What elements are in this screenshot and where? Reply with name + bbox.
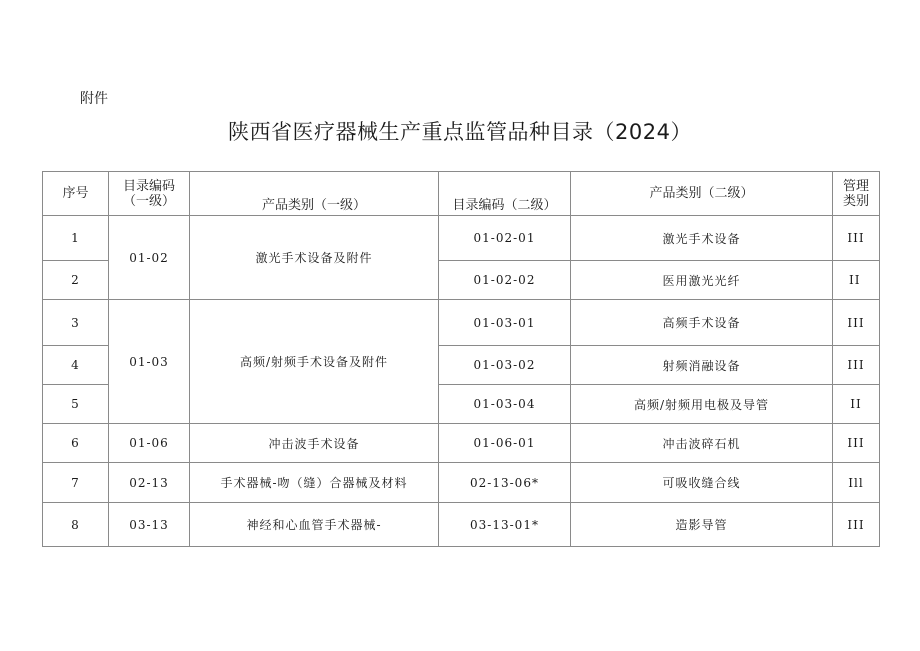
- group-cat1: 神经和心血管手术器械-: [190, 503, 439, 547]
- row-seq: 1: [43, 216, 109, 261]
- group-code1: 02-13: [109, 463, 190, 503]
- row-grade: III: [833, 503, 880, 547]
- document-title: 陕西省医疗器械生产重点监管品种目录（2024）: [228, 120, 692, 144]
- row-grade: III: [833, 424, 880, 463]
- header-code2: 目录编码（二级）: [439, 172, 571, 216]
- row-code2: 01-03-04: [439, 385, 571, 424]
- table-row: [43, 463, 880, 503]
- row-cat2: 激光手术设备: [571, 216, 833, 261]
- header-grade-line1: 管理: [842, 178, 869, 194]
- row-code2: 02-13-06*: [439, 463, 571, 503]
- row-grade: II: [833, 385, 880, 424]
- row-code2: 01-02-02: [439, 261, 571, 300]
- row-grade: Ill: [833, 463, 880, 503]
- group-code1: 03-13: [109, 503, 190, 547]
- group-code1: 01-03: [109, 300, 190, 424]
- group-cat1: 高频/射频手术设备及附件: [190, 300, 439, 424]
- group-code1: 01-02: [109, 216, 190, 300]
- row-seq: 8: [43, 503, 109, 547]
- group-cat1: 冲击波手术设备: [190, 424, 439, 463]
- header-code1-line1: 目录编码: [122, 178, 175, 194]
- row-seq: 3: [43, 300, 109, 346]
- header-cat1: 产品类别（一级）: [190, 172, 439, 216]
- row-grade: III: [833, 300, 880, 346]
- row-cat2: 高频/射频用电极及导管: [571, 385, 833, 424]
- row-cat2: 造影导管: [571, 503, 833, 547]
- header-grade-line2: 类别: [842, 193, 869, 209]
- row-grade: III: [833, 216, 880, 261]
- header-code1-line2: （一级）: [122, 193, 175, 209]
- table-row: [43, 300, 880, 346]
- row-cat2: 射频消融设备: [571, 346, 833, 385]
- table-header-row: [43, 172, 880, 216]
- row-code2: 03-13-01*: [439, 503, 571, 547]
- row-seq: 6: [43, 424, 109, 463]
- row-grade: III: [833, 346, 880, 385]
- header-grade: [833, 172, 880, 216]
- row-seq: 4: [43, 346, 109, 385]
- attachment-label: 附件: [80, 91, 108, 107]
- row-cat2: 高频手术设备: [571, 300, 833, 346]
- group-code1: 01-06: [109, 424, 190, 463]
- row-grade: II: [833, 261, 880, 300]
- row-seq: 5: [43, 385, 109, 424]
- table-row: [43, 216, 880, 261]
- header-cat2: 产品类别（二级）: [571, 172, 833, 216]
- header-seq: 序号: [43, 172, 109, 216]
- row-code2: 01-02-01: [439, 216, 571, 261]
- row-seq: 2: [43, 261, 109, 300]
- row-code2: 01-03-01: [439, 300, 571, 346]
- row-cat2: 可吸收缝合线: [571, 463, 833, 503]
- group-cat1: 手术器械-吻（缝）合器械及材料: [190, 463, 439, 503]
- header-code1: [109, 172, 190, 216]
- group-cat1: 激光手术设备及附件: [190, 216, 439, 300]
- row-seq: 7: [43, 463, 109, 503]
- row-cat2: 医用激光光纤: [571, 261, 833, 300]
- row-code2: 01-06-01: [439, 424, 571, 463]
- row-cat2: 冲击波碎石机: [571, 424, 833, 463]
- table-row: [43, 503, 880, 547]
- catalog-table: [42, 171, 880, 547]
- table-row: [43, 424, 880, 463]
- row-code2: 01-03-02: [439, 346, 571, 385]
